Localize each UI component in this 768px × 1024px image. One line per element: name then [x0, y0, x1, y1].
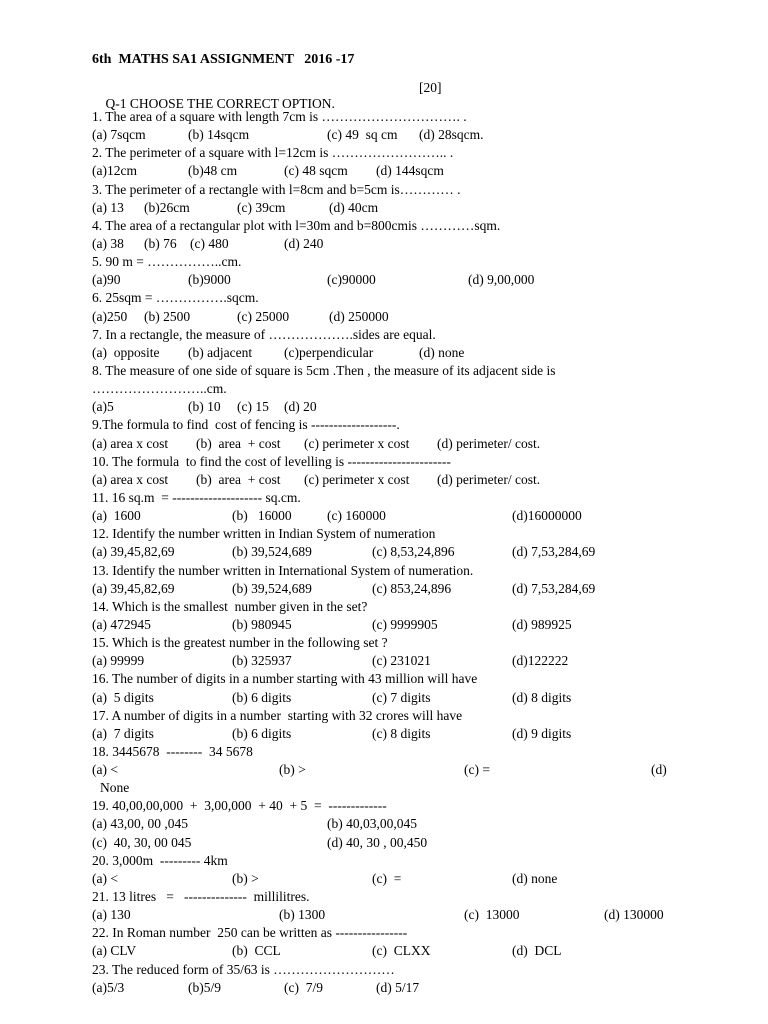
- option-a: (a) 38: [92, 235, 124, 251]
- question-13-text: 13. Identify the number written in International System of numeration.: [92, 562, 474, 578]
- question-7-text: 7. In a rectangle, the measure of ……………….sides are equal.: [92, 326, 436, 342]
- option-c: (c) 15: [237, 399, 269, 415]
- option-row: [92, 471, 692, 489]
- option-d: (d) 20: [284, 399, 317, 415]
- option-a: (a) 7 digits: [92, 725, 154, 741]
- option-a: (a) opposite: [92, 344, 160, 360]
- option-a: (a) area x cost: [92, 435, 169, 451]
- option-row: [92, 689, 692, 707]
- question-17-text: 17. A number of digits in a number starting with 32 crores will have: [92, 707, 463, 723]
- option-d: (d) 5/17: [376, 979, 420, 995]
- question-16-text: 16. The number of digits in a number starting with 43 million will have: [92, 671, 478, 687]
- option-row: [92, 834, 692, 852]
- option-b: (b) 40,03,00,045: [327, 816, 417, 832]
- option-row: [92, 815, 692, 833]
- option-d: (d) 144sqcm: [376, 163, 444, 179]
- question-11-text: 11. 16 sq.m = -------------------- sq.cm.: [92, 489, 301, 505]
- option-c: (c) 48 sqcm: [284, 163, 348, 179]
- option-d: (d) perimeter/ cost.: [437, 435, 541, 451]
- option-a: (a)12cm: [92, 163, 137, 179]
- option-row: [92, 761, 692, 779]
- option-a: (a) 13: [92, 199, 124, 215]
- option-d: (d)122222: [512, 653, 569, 669]
- option-c: (c) =: [464, 762, 490, 778]
- option-row: [92, 725, 692, 743]
- option-d: (d) 40cm: [329, 199, 379, 215]
- option-row: [92, 126, 692, 144]
- option-b: (b) 325937: [232, 653, 292, 669]
- option-d: (d) none: [419, 344, 465, 360]
- option-d: (d) 7,53,284,69: [512, 580, 596, 596]
- option-d: (d): [651, 762, 667, 778]
- option-d: (d) DCL: [512, 943, 562, 959]
- option-b: (b) 39,524,689: [232, 580, 312, 596]
- option-d: (d) 8 digits: [512, 689, 572, 705]
- question-2-text: 2. The perimeter of a square with l=12cm is …………………….. .: [92, 145, 454, 161]
- option-b: (b) 980945: [232, 616, 292, 632]
- option-b: (b) 6 digits: [232, 725, 292, 741]
- option-a: (a) 130: [92, 907, 131, 923]
- question-20-text: 20. 3,000m --------- 4km: [92, 852, 228, 868]
- option-a: (a) 43,00, 00 ,045: [92, 816, 188, 832]
- question-1-text: 1. The area of a square with length 7cm is …………………………. .: [92, 109, 467, 124]
- option-c: (c) 853,24,896: [372, 580, 452, 596]
- option-row: [92, 271, 692, 289]
- question-15-text: 15. Which is the greatest number in the following set ?: [92, 635, 388, 651]
- option-c: (c) 7/9: [284, 979, 323, 995]
- option-a: (a) CLV: [92, 943, 137, 959]
- option-row: [92, 543, 692, 561]
- option-row: [92, 435, 692, 453]
- option-a: (a) <: [92, 870, 118, 886]
- option-c: (c) 39cm: [237, 199, 286, 215]
- option-row: [92, 308, 692, 326]
- option-d: (d) 7,53,284,69: [512, 544, 596, 560]
- option-row: [92, 906, 692, 924]
- option-b: (b) 16000: [232, 508, 292, 524]
- option-row: [92, 162, 692, 180]
- option-row: [92, 616, 692, 634]
- question-19-text: 19. 40,00,00,000 + 3,00,000 + 40 + 5 = -------------: [92, 798, 387, 814]
- option-a: (a) 39,45,82,69: [92, 580, 175, 596]
- option-c: (c)perpendicular: [284, 344, 374, 360]
- option-row: [92, 580, 692, 598]
- option-c: (c) 8 digits: [372, 725, 431, 741]
- option-b: (b) area + cost: [196, 471, 281, 487]
- option-c: (c) 9999905: [372, 616, 438, 632]
- option-row: [92, 652, 692, 670]
- question-3-text: 3. The perimeter of a rectangle with l=8cm and b=5cm is………… .: [92, 181, 461, 197]
- option-d: (d) perimeter/ cost.: [437, 471, 541, 487]
- option-a: (a) 5 digits: [92, 689, 154, 705]
- question-8-text-cont: ……………………..cm.: [92, 381, 227, 397]
- option-a: (a) 7sqcm: [92, 127, 146, 143]
- question-5-text: 5. 90 m = ……………..cm.: [92, 254, 242, 270]
- question-9-text: 9.The formula to find cost of fencing is -------------------.: [92, 417, 400, 433]
- option-b: (b) 6 digits: [232, 689, 292, 705]
- option-c: (c) =: [372, 870, 402, 886]
- option-b: (b) CCL: [232, 943, 281, 959]
- option-b: (b)26cm: [144, 199, 190, 215]
- option-a: (a) 39,45,82,69: [92, 544, 175, 560]
- option-a: (a) area x cost: [92, 471, 169, 487]
- option-b: (b)9000: [188, 272, 231, 288]
- option-d: (d) 240: [284, 235, 324, 251]
- option-d-wrapped: None: [100, 780, 130, 796]
- option-a: (a)5: [92, 399, 114, 415]
- option-a: (a)250: [92, 308, 128, 324]
- option-b: (b) area + cost: [196, 435, 281, 451]
- question-10-text: 10. The formula to find the cost of levelling is -----------------------: [92, 453, 451, 469]
- option-c: (c) 8,53,24,896: [372, 544, 455, 560]
- option-d: (d) none: [512, 870, 558, 886]
- option-row: [92, 344, 692, 362]
- option-d: (d) 250000: [329, 308, 389, 324]
- option-c: (c) perimeter x cost: [304, 435, 410, 451]
- question-list: [92, 108, 692, 997]
- option-b: (b)48 cm: [188, 163, 238, 179]
- option-c: (c) CLXX: [372, 943, 431, 959]
- question-8-text: 8. The measure of one side of square is 5cm .Then , the measure of its adjacent side is: [92, 362, 556, 378]
- option-row: [92, 398, 692, 416]
- option-row: [92, 235, 692, 253]
- option-row: [92, 870, 692, 888]
- option-c: (c) 231021: [372, 653, 431, 669]
- option-b: (b) 10: [188, 399, 221, 415]
- option-row: [92, 199, 692, 217]
- section-marks: [20]: [419, 80, 442, 95]
- question-6-text: 6. 25sqm = …………….sqcm.: [92, 290, 259, 306]
- option-c: (c) 13000: [464, 907, 520, 923]
- option-d: (d) 28sqcm.: [419, 127, 484, 143]
- question-21-text: 21. 13 litres = -------------- millilitres.: [92, 889, 310, 905]
- question-18-text: 18. 3445678 -------- 34 5678: [92, 743, 253, 759]
- option-b: (b) 39,524,689: [232, 544, 312, 560]
- option-b: (b) 2500: [144, 308, 191, 324]
- option-a: (c) 40, 30, 00 045: [92, 834, 192, 850]
- question-23-text: 23. The reduced form of 35/63 is ………………………: [92, 961, 395, 977]
- option-a: (a)90: [92, 272, 121, 288]
- option-c: (c) 160000: [327, 508, 386, 524]
- question-12-text: 12. Identify the number written in Indian System of numeration: [92, 526, 436, 542]
- option-c: (c) 7 digits: [372, 689, 431, 705]
- option-b: (b) >: [279, 762, 306, 778]
- section-label: Q-1 CHOOSE THE CORRECT OPTION.: [105, 96, 335, 111]
- option-b: (b) 1300: [279, 907, 326, 923]
- option-a: (a) 1600: [92, 508, 141, 524]
- option-c: (c) 49 sq cm: [327, 127, 398, 143]
- option-a: (a) 472945: [92, 616, 151, 632]
- option-a: (a) <: [92, 762, 118, 778]
- page-title: 6th MATHS SA1 ASSIGNMENT 2016 -17: [92, 52, 355, 67]
- option-row: [92, 942, 692, 960]
- question-14-text: 14. Which is the smallest number given in the set?: [92, 598, 368, 614]
- option-row: [92, 979, 692, 997]
- option-a: (a) 99999: [92, 653, 145, 669]
- option-a: (a)5/3: [92, 979, 125, 995]
- option-b: (b) >: [232, 870, 259, 886]
- option-b: (b)5/9: [188, 979, 221, 995]
- option-row: [92, 507, 692, 525]
- option-c: (c)90000: [327, 272, 376, 288]
- question-4-text: 4. The area of a rectangular plot with l=30m and b=800cmis …………sqm.: [92, 217, 501, 233]
- option-b: (d) 40, 30 , 00,450: [327, 834, 428, 850]
- option-c: (c) 480: [190, 235, 229, 251]
- option-d: (d)16000000: [512, 508, 582, 524]
- option-b: (b) 76: [144, 235, 177, 251]
- option-d: (d) 130000: [604, 907, 664, 923]
- option-b: (b) adjacent: [188, 344, 253, 360]
- option-b: (b) 14sqcm: [188, 127, 250, 143]
- question-22-text: 22. In Roman number 250 can be written as ----------------: [92, 925, 408, 941]
- option-c: (c) 25000: [237, 308, 290, 324]
- option-c: (c) perimeter x cost: [304, 471, 410, 487]
- option-d: (d) 9 digits: [512, 725, 572, 741]
- option-d: (d) 9,00,000: [468, 272, 535, 288]
- option-d: (d) 989925: [512, 616, 572, 632]
